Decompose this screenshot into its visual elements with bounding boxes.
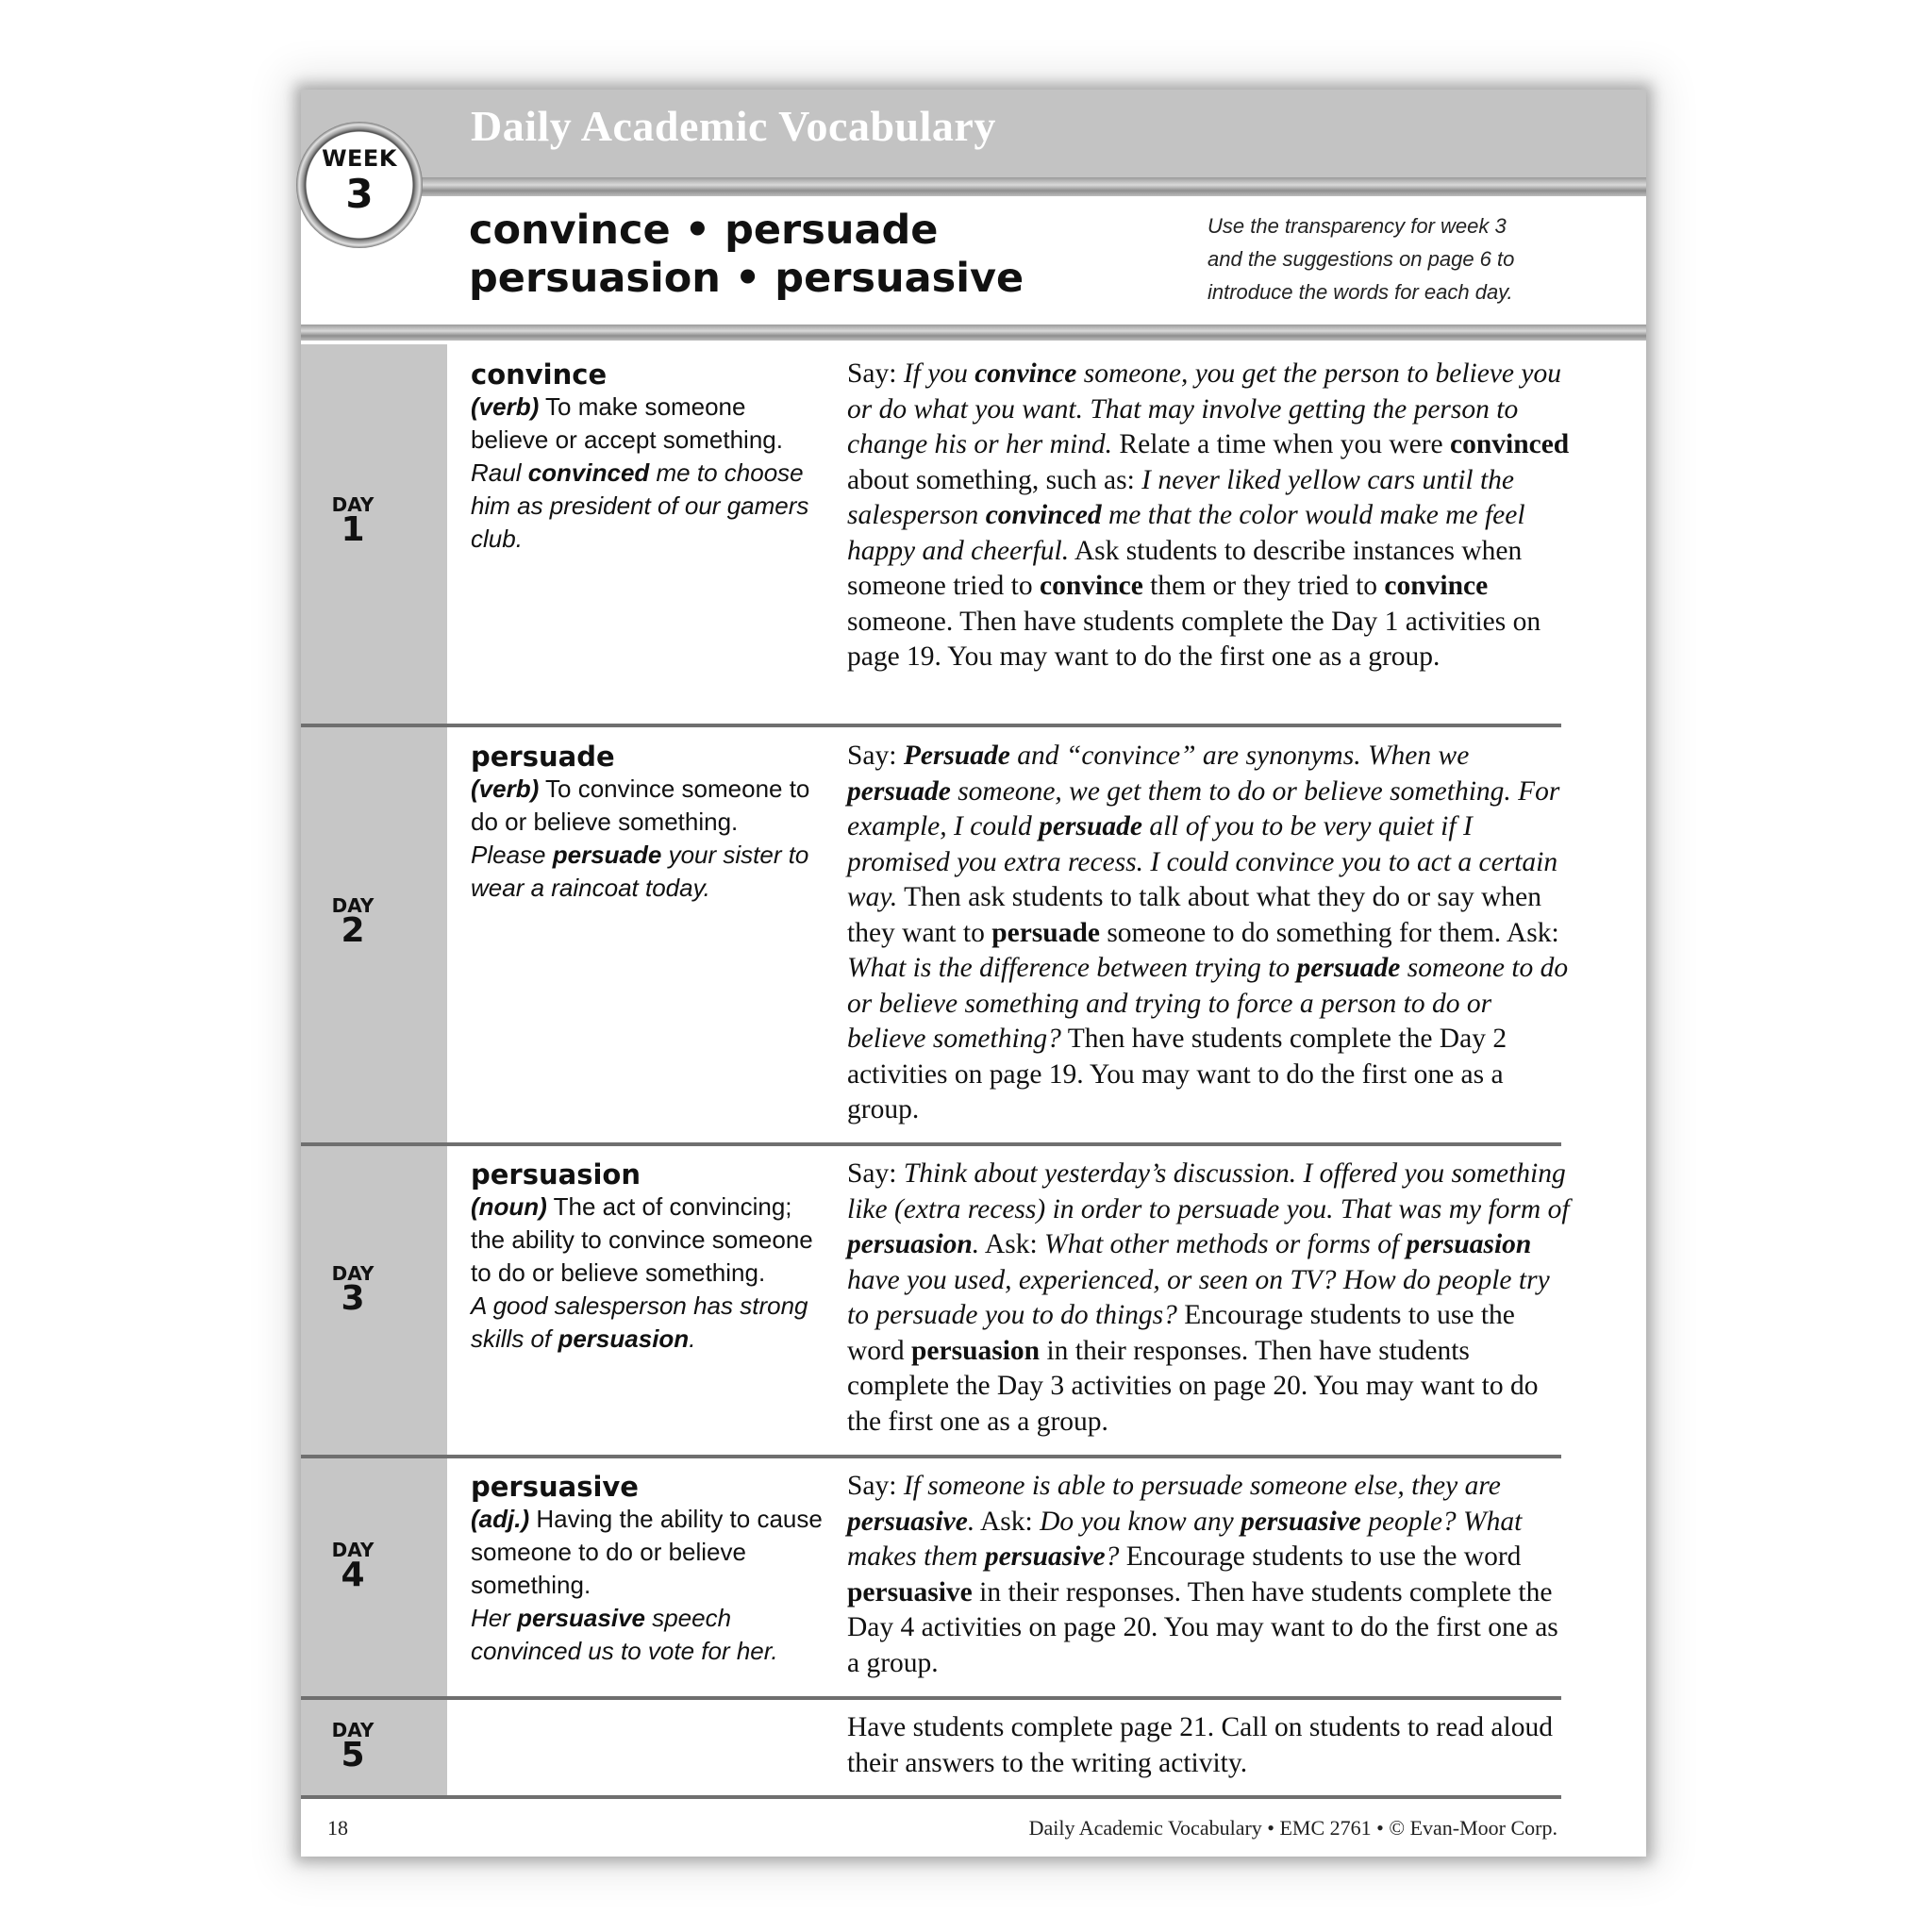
- instruction-text: all of you to be very quiet if I promised you extra recess. I could convince you to act a certain way.: [847, 811, 1558, 912]
- day-word: DAY: [331, 1719, 375, 1741]
- instruction-text: people? What makes them: [847, 1506, 1523, 1572]
- footer-credit: Daily Academic Vocabulary • EMC 2761 • © Evan-Moor Corp.: [1028, 1816, 1557, 1840]
- example-sentence: [471, 457, 829, 556]
- intro-line: and the suggestions on page 6 to: [1208, 247, 1515, 271]
- instruction-text: Encourage students to use the word: [1119, 1541, 1522, 1572]
- instruction-text: and “convince” are synonyms. When we: [1009, 741, 1470, 771]
- key-word: persuasive: [847, 1576, 973, 1607]
- definition: [471, 1503, 829, 1602]
- week-words-line-2: persuasion • persuasive: [469, 255, 1024, 302]
- instruction-text: Relate a time when you were: [1112, 429, 1451, 459]
- title-bar: [301, 90, 1646, 177]
- intro-line: Use the transparency for week 3: [1208, 214, 1507, 238]
- day-1-word-block: [471, 358, 829, 556]
- day-5-label: [301, 1721, 405, 1772]
- key-word: persuasive: [847, 1506, 968, 1537]
- example-sentence: [471, 1602, 829, 1668]
- definition-text: Having the ability to cause someone to do or believe something.: [471, 1505, 823, 1599]
- example-key-word: convinced: [527, 458, 650, 487]
- instruction-text: about something, such as:: [847, 464, 1142, 495]
- day-1-label: [301, 493, 405, 549]
- day-number: 3: [341, 1279, 365, 1318]
- key-word: persuasion: [1406, 1229, 1532, 1259]
- day-1-instructions: [847, 357, 1574, 675]
- instruction-text: in their responses. Then have students complete the Day 3 activities on page 20. You may want to do the first one as a group.: [847, 1335, 1539, 1437]
- part-of-speech: (verb): [471, 392, 540, 421]
- example-text: Raul: [471, 458, 528, 487]
- instruction-text: someone to do something for them. Ask:: [1099, 917, 1559, 948]
- intro-note: [1208, 209, 1514, 308]
- part-of-speech: (verb): [471, 774, 540, 803]
- instruction-text: What other methods or forms of: [1044, 1229, 1407, 1259]
- key-word: persuade: [847, 775, 951, 807]
- day-2-word-block: [471, 740, 829, 905]
- instruction-text: Then ask students to talk about what they do or say when they want to: [847, 882, 1542, 948]
- day-5-instructions: [847, 1710, 1574, 1781]
- example-key-word: persuade: [552, 841, 662, 869]
- key-word: convince: [1384, 571, 1489, 601]
- example-sentence: [471, 1290, 829, 1356]
- instruction-text: Then have students complete the Day 2 activities on page 19. You may want to do the first one as a group.: [847, 1024, 1507, 1124]
- instruction-text: someone, you get the person to believe you or do what you want. That may involve getting the person to change his or her mind.: [847, 358, 1561, 459]
- instruction-text: I never liked yellow cars until the salesperson: [847, 464, 1515, 530]
- day-4-word-block: [471, 1470, 829, 1668]
- instruction-text: What is the difference between trying to: [847, 953, 1297, 983]
- row-divider: [301, 1142, 1561, 1146]
- week-badge: [296, 122, 423, 248]
- definition-text: The act of convincing; the ability to convince someone to do or believe something.: [471, 1192, 813, 1287]
- vocab-word: persuasive: [471, 1471, 639, 1503]
- day-3-word-block: [471, 1158, 829, 1356]
- example-text: .: [689, 1324, 696, 1353]
- day-word: DAY: [331, 894, 375, 917]
- divider-stripe: [301, 177, 1646, 196]
- instruction-text: Say:: [847, 741, 904, 771]
- page-number: 18: [327, 1816, 348, 1840]
- instruction-text: Encourage students to use the word: [847, 1300, 1515, 1366]
- key-word: persuade: [991, 917, 1100, 948]
- instruction-text: me that the color would make me feel happy and cheerful.: [847, 500, 1525, 566]
- instruction-text: have you used, experienced, or seen on TV? How do people try to persuade you to do things?: [847, 1264, 1550, 1330]
- day-4-instructions: [847, 1469, 1574, 1681]
- definition-text: To make someone believe or accept something.: [471, 392, 783, 454]
- instruction-text: If you: [903, 358, 975, 389]
- instruction-text: Think about yesterday’s discussion. I offered you something like (extra recess) in order to persuade you. That was my form of: [847, 1158, 1570, 1224]
- row-divider: [301, 1455, 1561, 1458]
- instruction-text: someone. Then have students complete the Day 1 activities on page 19. You may want to do the first one as a group.: [847, 606, 1541, 672]
- day-3-instructions: [847, 1157, 1574, 1440]
- key-word: persuasion: [911, 1335, 1041, 1366]
- example-text: A good salesperson has strong skills of: [471, 1291, 808, 1353]
- vocab-word: convince: [471, 358, 608, 391]
- instruction-text: them or they tried to: [1142, 571, 1385, 601]
- key-word: convince: [1040, 571, 1143, 601]
- day-word: DAY: [331, 1262, 375, 1285]
- key-word: convinced: [985, 500, 1102, 530]
- instruction-text: Have students complete page 21. Call on students to read aloud their answers to the writing activity.: [847, 1712, 1553, 1778]
- instruction-text: Say:: [847, 358, 904, 389]
- week-number: 3: [345, 171, 374, 217]
- day-2-label: [301, 894, 405, 950]
- example-text: Her: [471, 1604, 518, 1632]
- key-word: persuade: [1296, 953, 1401, 983]
- day-number: 1: [341, 510, 365, 549]
- instruction-text: Ask students to describe instances when someone tried to: [847, 535, 1523, 601]
- definition: [471, 773, 829, 839]
- vocab-word: persuasion: [471, 1158, 641, 1191]
- instruction-text: someone, we get them to do or believe something. For example, I could: [847, 775, 1560, 841]
- instruction-text: If someone is able to persuade someone else, they are: [903, 1471, 1501, 1501]
- example-text: me to choose him as president of our gamers club.: [471, 458, 809, 553]
- instruction-text: Ask:: [979, 1229, 1045, 1259]
- week-label: WEEK: [322, 145, 397, 172]
- key-word: persuade: [1039, 811, 1142, 841]
- example-key-word: persuasion: [558, 1324, 690, 1353]
- day-4-label: [301, 1539, 405, 1594]
- day-word: DAY: [331, 1539, 375, 1561]
- instruction-text: Ask:: [974, 1506, 1041, 1537]
- example-text: your sister to wear a raincoat today.: [471, 841, 809, 902]
- vocab-word: persuade: [471, 741, 615, 773]
- divider-stripe: [301, 325, 1646, 341]
- key-word: convinced: [1450, 429, 1570, 459]
- example-key-word: persuasive: [517, 1604, 645, 1632]
- day-word: DAY: [331, 493, 375, 516]
- day-number: 4: [341, 1556, 365, 1594]
- example-text: Please: [471, 841, 553, 869]
- day-number: 2: [341, 911, 365, 950]
- definition-text: To convince someone to do or believe something.: [471, 774, 810, 836]
- page-title: Daily Academic Vocabulary: [471, 102, 996, 150]
- row-divider: [301, 1795, 1561, 1799]
- week-words-line-1: convince • persuade: [469, 207, 939, 254]
- key-word: Persuade: [903, 741, 1010, 771]
- key-word: convince: [974, 358, 1077, 389]
- row-divider: [301, 724, 1561, 727]
- key-word: persuasive: [984, 1541, 1106, 1572]
- day-3-label: [301, 1262, 405, 1318]
- intro-line: introduce the words for each day.: [1208, 280, 1513, 304]
- instruction-text: Do you know any: [1040, 1506, 1241, 1537]
- example-sentence: [471, 839, 829, 905]
- instruction-text: Say:: [847, 1471, 904, 1501]
- instruction-text: ?: [1105, 1541, 1120, 1572]
- definition: [471, 391, 829, 457]
- part-of-speech: (noun): [471, 1192, 547, 1221]
- definition: [471, 1191, 829, 1290]
- row-divider: [301, 1696, 1561, 1700]
- day-2-instructions: [847, 739, 1574, 1128]
- instruction-text: in their responses. Then have students complete the Day 4 activities on page 20. You may want to do the first one as a group.: [847, 1576, 1558, 1678]
- instruction-text: someone to do or believe something and trying to force a person to do or believe something?: [847, 953, 1569, 1054]
- workbook-page: [301, 90, 1646, 1857]
- instruction-text: .: [967, 1506, 975, 1537]
- part-of-speech: (adj.): [471, 1505, 530, 1533]
- key-word: persuasion: [847, 1229, 973, 1259]
- instruction-text: .: [972, 1229, 980, 1259]
- example-text: speech convinced us to vote for her.: [471, 1604, 778, 1665]
- key-word: persuasive: [1241, 1506, 1361, 1537]
- day-number: 5: [341, 1736, 365, 1774]
- instruction-text: Say:: [847, 1158, 904, 1189]
- week-words: [469, 207, 1024, 303]
